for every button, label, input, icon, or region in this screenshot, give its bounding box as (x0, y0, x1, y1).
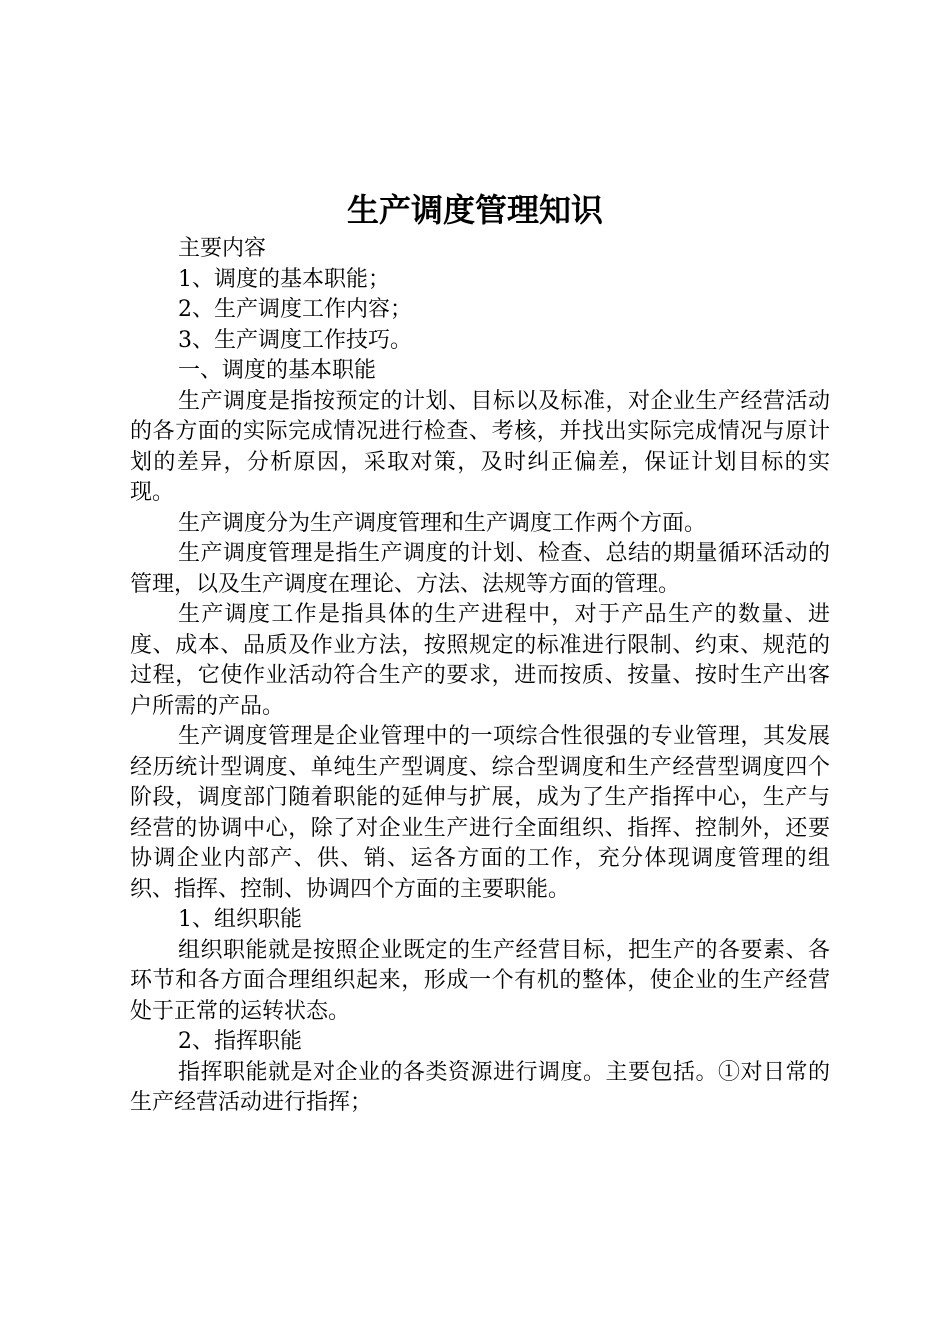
subheading-organize-function: 1、组织职能 (178, 907, 302, 932)
subheading-command-function: 2、指挥职能 (178, 1029, 302, 1054)
paragraph-two-aspects: 生产调度分为生产调度管理和生产调度工作两个方面。 (178, 510, 707, 536)
paragraph-command-function: 指挥职能就是对企业的各类资源进行调度。主要包括。①对日常的生产经营活动进行指挥； (130, 1059, 830, 1115)
paragraph-definition: 生产调度是指按预定的计划、目标以及标准，对企业生产经营活动的各方面的实际完成情况进行检查、考核，并找出实际完成情况与原计划的差异，分析原因，采取对策，及时纠正偏差，保证计划目标的实现。 (130, 388, 830, 505)
paragraph-dispatch-work: 生产调度工作是指具体的生产进程中，对于产品生产的数量、进度、成本、品质及作业方法，按照规定的标准进行限制、约束、规范的过程，它使作业活动符合生产的要求，进而按质、按量、按时生产出客户所需的产品。 (130, 602, 830, 719)
document-title: 生产调度管理知识 (346, 191, 603, 229)
document-body (130, 234, 830, 1119)
paragraph-contents-item-1: 1、调度的基本职能； (178, 266, 390, 292)
paragraph-contents-heading: 主要内容 (178, 236, 267, 261)
paragraph-organize-function: 组织职能就是按照企业既定的生产经营目标，把生产的各要素、各环节和各方面合理组织起来，形成一个有机的整体，使企业的生产经营处于正常的运转状态。 (130, 937, 830, 1024)
paragraph-contents-item-2: 2、生产调度工作内容； (178, 297, 412, 322)
paragraph-dispatch-management: 生产调度管理是指生产调度的计划、检查、总结的期量循环活动的管理，以及生产调度在理论、方法、法规等方面的管理。 (130, 541, 830, 597)
section-heading-basic-functions: 一、调度的基本职能 (178, 358, 377, 383)
paragraph-development-stages: 生产调度管理是企业管理中的一项综合性很强的专业管理，其发展经历统计型调度、单纯生产型调度、综合型调度和生产经营型调度四个阶段，调度部门随着职能的延伸与扩展，成为了生产指挥中心，生产与经营的协调中心，除了对企业生产进行全面组织、指挥、控制外，还要协调企业内部产、供、销、运各方面的工作，充分体现调度管理的组织、指挥、控制、协调四个方面的主要职能。 (130, 724, 830, 902)
paragraph-contents-item-3: 3、生产调度工作技巧。 (178, 327, 412, 353)
